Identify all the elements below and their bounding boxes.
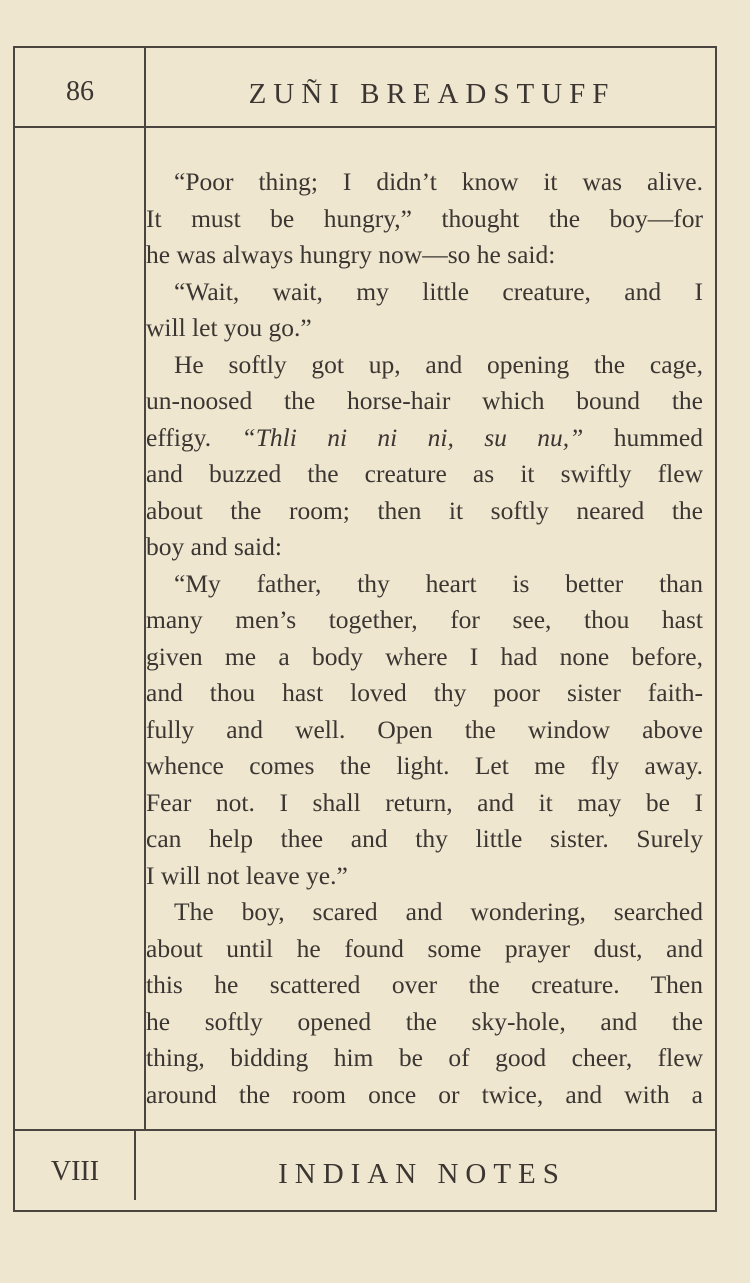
volume-number: VIII — [50, 1156, 100, 1187]
text-line: He softly got up, and opening the cage, — [174, 349, 703, 379]
text-line: can help thee and thy little sister. Surely — [146, 824, 703, 853]
text-segment: hummed — [583, 422, 703, 452]
text-line: “My father, thy heart is better than — [174, 568, 703, 598]
text-line: The boy, scared and wondering, searched — [174, 897, 703, 926]
header-rule — [13, 126, 717, 128]
series-title: INDIAN NOTES — [278, 1158, 566, 1190]
footer-rule — [13, 1129, 717, 1131]
text-line: many men’s together, for see, thou hast — [146, 605, 703, 634]
text-line: given me a body where I had none before, — [146, 641, 703, 671]
text-line: fully and well. Open the window above — [146, 714, 703, 744]
text-line: whence comes the light. Let me fly away. — [146, 751, 703, 780]
text-line: will let you go.” — [146, 313, 312, 342]
text-line: about the room; then it softly neared the — [146, 495, 703, 525]
text-line: thing, bidding him be of good cheer, flew — [146, 1043, 703, 1072]
text-line: “Poor thing; I didn’t know it was alive. — [174, 167, 703, 196]
text-line: about until he found some prayer dust, and — [146, 933, 703, 963]
text-line: and buzzed the creature as it swiftly flew — [146, 459, 703, 488]
body-text — [146, 164, 703, 1113]
page-number: 86 — [66, 76, 94, 107]
text-segment: effigy. — [146, 422, 242, 452]
text-line: un-noosed the horse-hair which bound the — [146, 386, 703, 415]
text-line: I will not leave ye.” — [146, 860, 348, 890]
running-title: ZUÑI BREADSTUFF — [248, 78, 616, 110]
text-line: this he scattered over the creature. Then — [146, 970, 703, 999]
text-line: and thou hast loved thy poor sister faith- — [146, 678, 703, 707]
text-line: It must be hungry,” thought the boy—for — [146, 203, 703, 233]
italic-phrase: “Thli ni ni ni, su nu,” — [241, 422, 584, 452]
text-line: Fear not. I shall return, and it may be I — [146, 787, 703, 817]
text-line: boy and said: — [146, 532, 282, 561]
text-line — [146, 420, 703, 457]
text-line: he was always hungry now—so he said: — [146, 240, 556, 269]
text-line: “Wait, wait, my little creature, and I — [174, 276, 703, 306]
text-line: around the room once or twice, and with a — [146, 1079, 703, 1109]
text-line: he softly opened the sky-hole, and the — [146, 1006, 703, 1036]
